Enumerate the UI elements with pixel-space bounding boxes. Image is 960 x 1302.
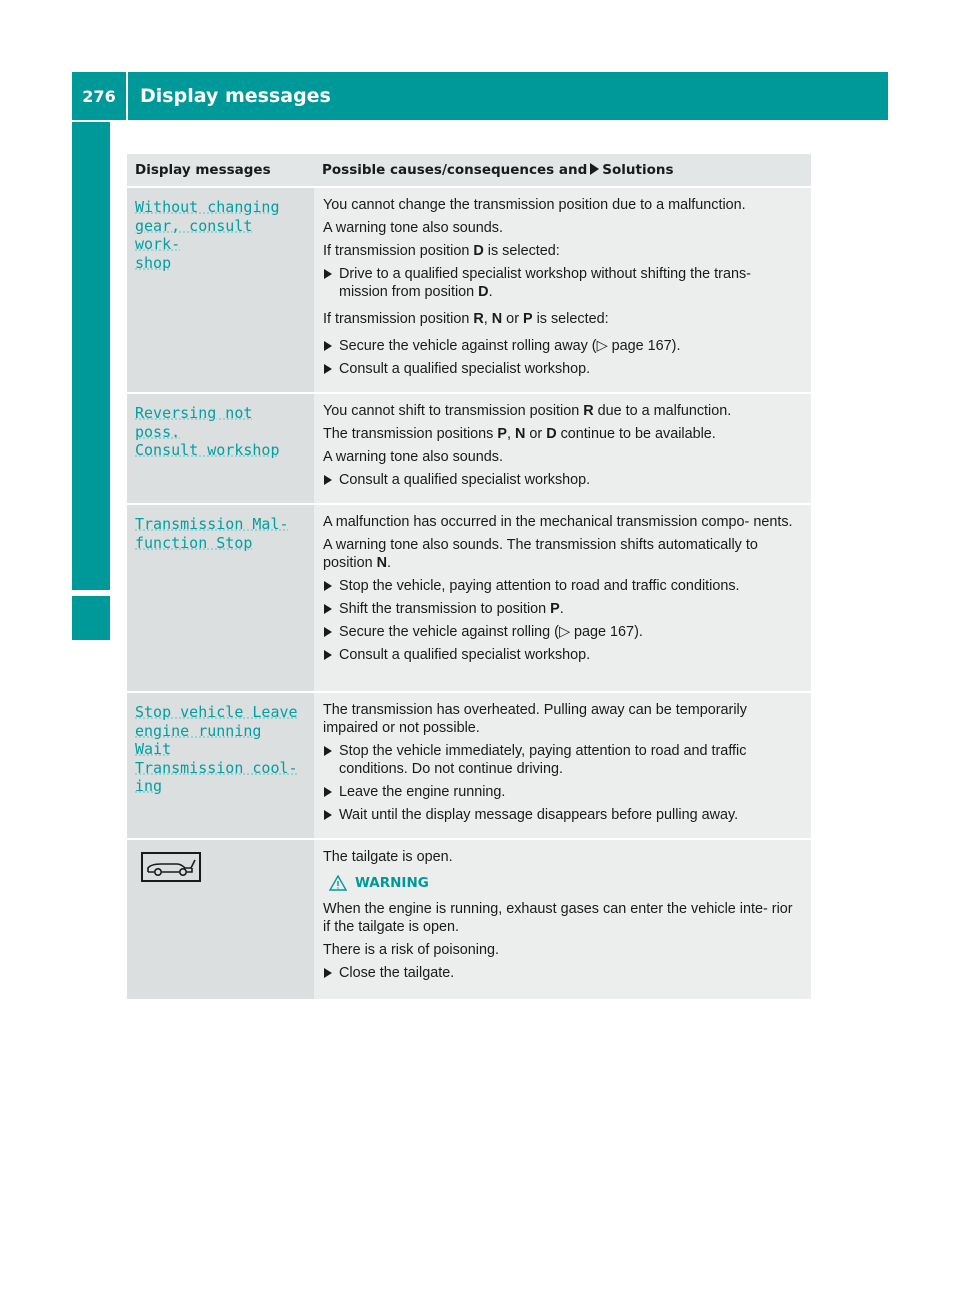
side-marker bbox=[72, 596, 110, 640]
solution-step: Wait until the display message disappears before pulling away. bbox=[323, 806, 803, 824]
car-tailgate-icon bbox=[143, 854, 199, 880]
message-cell bbox=[127, 392, 314, 503]
cause-text: If transmission position R, N or P is selected: bbox=[323, 311, 609, 327]
solution-step: Secure the vehicle against rolling (▷ page 167). bbox=[323, 623, 803, 641]
col-header-causes-a: Possible causes/consequences and bbox=[322, 162, 588, 178]
cause-cell bbox=[314, 392, 811, 503]
warning-heading bbox=[329, 874, 803, 892]
display-messages-table bbox=[127, 154, 811, 999]
cause-text: The transmission positions P, N or D continue to be available. bbox=[323, 426, 716, 442]
col-header-solutions: Solutions bbox=[602, 162, 674, 178]
cause-cell bbox=[314, 503, 811, 691]
warning-triangle-icon bbox=[329, 875, 347, 891]
tailgate-open-icon bbox=[141, 852, 201, 882]
table-row bbox=[127, 691, 811, 838]
cause-cell bbox=[314, 691, 811, 838]
cause-text: A warning tone also sounds. The transmission shifts automatically to position N. bbox=[323, 537, 758, 571]
cause-text: A warning tone also sounds. bbox=[323, 449, 504, 465]
side-label: On-board computer and displays bbox=[89, 230, 111, 580]
display-message-text: Stop vehicle Leave engine running Wait Transmission cool‐ ing bbox=[135, 703, 298, 795]
solution-step: Stop the vehicle, paying attention to road and traffic conditions. bbox=[323, 577, 803, 595]
solution-step: Shift the transmission to position P. bbox=[323, 600, 803, 618]
message-cell bbox=[127, 503, 314, 691]
arrow-right-icon bbox=[590, 163, 599, 175]
cause-text: You cannot shift to transmission position R due to a malfunction. bbox=[323, 403, 732, 419]
solution-step: Secure the vehicle against rolling away (▷ page 167). bbox=[323, 337, 803, 355]
table-row bbox=[127, 503, 811, 691]
solution-step: Close the tailgate. bbox=[323, 964, 803, 982]
cause-cell bbox=[314, 838, 811, 999]
message-cell bbox=[127, 186, 314, 392]
message-cell bbox=[127, 838, 314, 999]
display-message-text: Without changing gear, consult work‐ shop bbox=[135, 198, 280, 272]
display-message-text: Reversing not poss. Consult workshop bbox=[135, 404, 280, 459]
col-header-causes bbox=[314, 154, 811, 186]
solution-step: Consult a qualified specialist workshop. bbox=[323, 360, 803, 378]
cause-text: A malfunction has occurred in the mechanical transmission compo‐ nents. bbox=[323, 514, 793, 530]
page-number: 276 bbox=[72, 72, 126, 120]
solution-step: Leave the engine running. bbox=[323, 783, 803, 801]
cause-text: If transmission position D is selected: bbox=[323, 243, 560, 259]
warning-label: WARNING bbox=[355, 875, 429, 891]
cause-cell bbox=[314, 186, 811, 392]
page-title: Display messages bbox=[128, 72, 888, 120]
message-cell bbox=[127, 691, 314, 838]
col-header-messages: Display messages bbox=[127, 154, 314, 186]
cause-text: A warning tone also sounds. bbox=[323, 220, 504, 236]
table-row bbox=[127, 186, 811, 392]
cause-text: When the engine is running, exhaust gases can enter the vehicle inte‐ rior if the tailgate is open. bbox=[323, 901, 793, 935]
table-row bbox=[127, 838, 811, 999]
table-row bbox=[127, 392, 811, 503]
solution-step: Consult a qualified specialist workshop. bbox=[323, 471, 803, 489]
cause-text: There is a risk of poisoning. bbox=[323, 942, 499, 958]
cause-text: The transmission has overheated. Pulling away can be temporarily impaired or not possible. bbox=[323, 702, 747, 736]
solution-step: Stop the vehicle immediately, paying attention to road and traffic conditions. Do not continue driving. bbox=[323, 742, 803, 778]
cause-text: The tailgate is open. bbox=[323, 849, 453, 865]
display-message-text: Transmission Mal‐ function Stop bbox=[135, 515, 289, 552]
solution-step: Drive to a qualified specialist workshop without shifting the trans‐ mission from position D. bbox=[323, 265, 803, 301]
cause-text: You cannot change the transmission position due to a malfunction. bbox=[323, 197, 746, 213]
table-header-row bbox=[127, 154, 811, 186]
solution-step: Consult a qualified specialist workshop. bbox=[323, 646, 803, 664]
